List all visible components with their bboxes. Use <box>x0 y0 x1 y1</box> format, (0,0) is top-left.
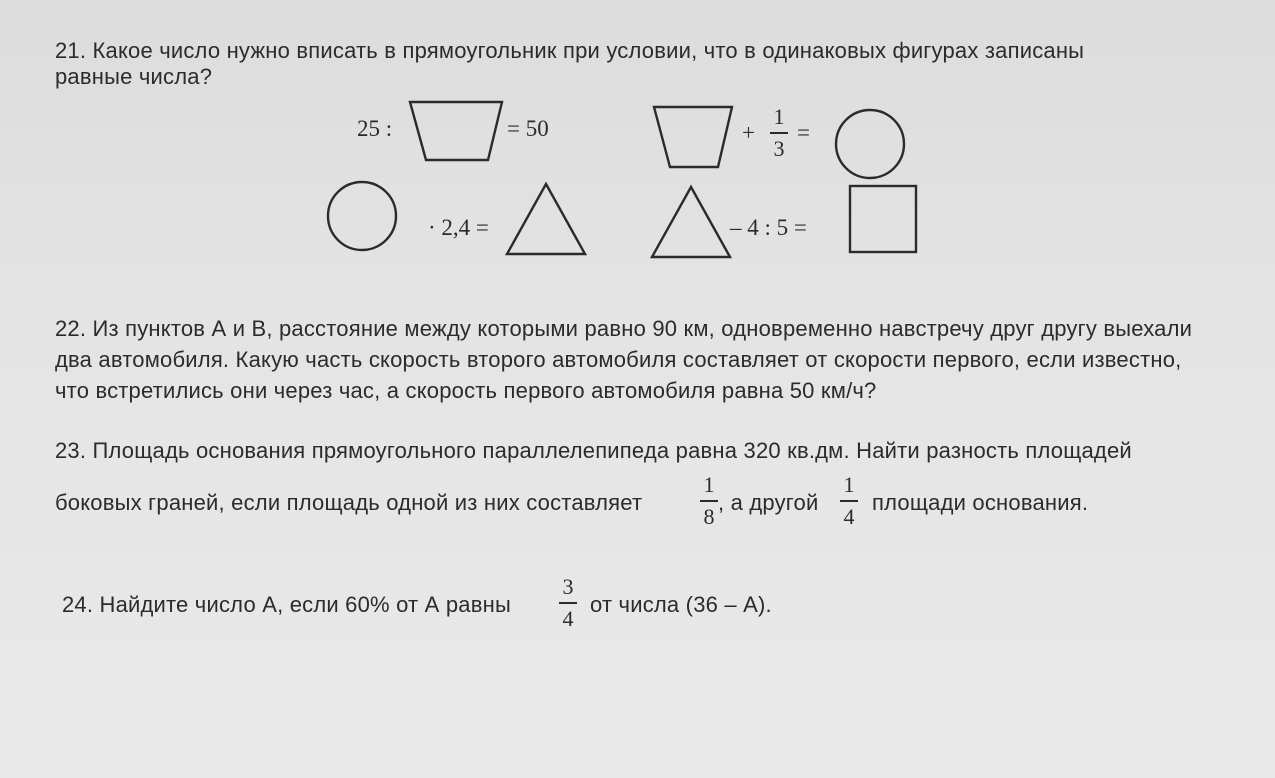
p23-fraction-1-denominator: 8 <box>703 503 715 529</box>
fraction-bar <box>770 132 788 134</box>
p23-fraction-1 <box>700 472 718 530</box>
problem-22-line-1: 22. Из пунктов А и В, расстояние между которыми равно 90 км, одновременно навстречу друг другу выехали <box>55 316 1193 341</box>
eq4-op-text: – 4 : 5 = <box>730 215 807 240</box>
eq1-left-text: 25 : <box>357 116 393 141</box>
p24-fraction-denominator: 4 <box>562 605 574 631</box>
p24-fraction-numerator: 3 <box>562 574 574 599</box>
problem-22-line-2: два автомобиля. Какую часть скорость второго автомобиля составляет от скорости первого, если известно, <box>55 347 1182 372</box>
problem-21-line-2: равные числа? <box>55 64 213 89</box>
circle-shape-2 <box>326 180 398 252</box>
problem-24-text-b: от числа (36 – А). <box>590 592 772 617</box>
trapezoid-shape-2 <box>652 105 734 169</box>
triangle-shape-2 <box>650 185 732 259</box>
p23-fraction-2-numerator: 1 <box>843 472 855 497</box>
eq2-equals-text: = <box>797 120 810 145</box>
eq2-fraction-denominator: 3 <box>773 135 785 161</box>
fraction-bar <box>700 500 718 502</box>
p23-fraction-2-denominator: 4 <box>843 503 855 529</box>
fraction-bar <box>840 500 858 502</box>
eq1-right-text: = 50 <box>507 116 549 141</box>
trapezoid-shape-1 <box>408 100 504 162</box>
eq2-fraction-numerator: 1 <box>773 104 785 129</box>
problem-23-line-1: 23. Площадь основания прямоугольного параллелепипеда равна 320 кв.дм. Найти разность площадей <box>55 438 1132 463</box>
eq2-fraction <box>770 104 788 162</box>
eq2-plus-text: + <box>742 120 755 145</box>
problem-23-line-2a: боковых граней, если площадь одной из них составляет <box>55 490 643 515</box>
problem-23-line-2c: площади основания. <box>872 490 1089 515</box>
circle-shape-1 <box>834 108 906 180</box>
p23-fraction-1-numerator: 1 <box>703 472 715 497</box>
p23-fraction-2 <box>840 472 858 530</box>
triangle-shape-1 <box>505 182 587 256</box>
problem-21-line-1: 21. Какое число нужно вписать в прямоугольник при условии, что в одинаковых фигурах записаны <box>55 38 1085 63</box>
problem-22-line-3: что встретились они через час, а скорость первого автомобиля равна 50 км/ч? <box>55 378 877 403</box>
problem-24-text-a: 24. Найдите число А, если 60% от А равны <box>62 592 511 617</box>
fraction-bar <box>559 602 577 604</box>
problem-23-line-2b: , а другой <box>718 490 819 515</box>
square-shape <box>848 184 918 254</box>
p24-fraction <box>559 574 577 632</box>
eq3-op-text: · 2,4 = <box>428 215 489 240</box>
